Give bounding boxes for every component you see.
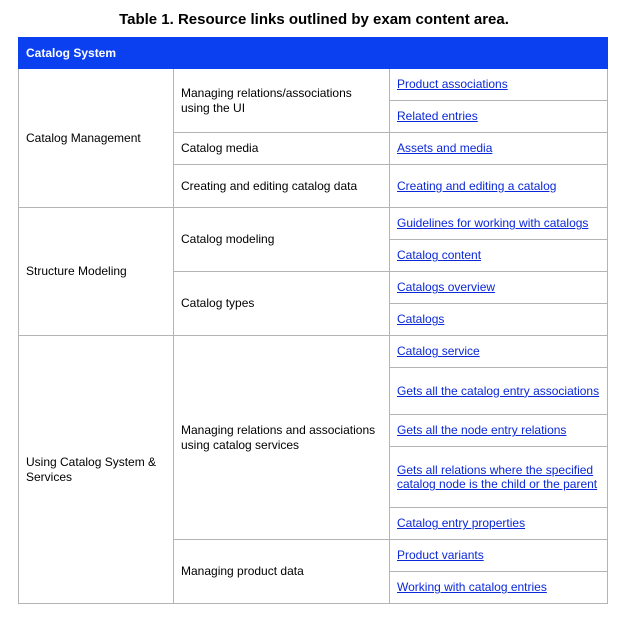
link-cell bbox=[390, 101, 608, 133]
resource-link[interactable]: Catalog entry properties bbox=[397, 516, 526, 531]
resource-link[interactable]: Gets all relations where the specified catalog node is the child or the parent bbox=[397, 462, 598, 491]
resource-link[interactable]: Guidelines for working with catalogs bbox=[397, 216, 589, 231]
resource-link[interactable]: Gets all the catalog entry associations bbox=[397, 383, 600, 398]
link-cell bbox=[390, 572, 608, 604]
resource-link[interactable]: Product associations bbox=[397, 77, 508, 92]
link-cell bbox=[390, 447, 608, 508]
topic-cell: Managing relations/associations using the UI bbox=[174, 69, 390, 133]
link-cell bbox=[390, 69, 608, 101]
topic-cell: Catalog types bbox=[174, 272, 390, 336]
resource-link[interactable]: Related entries bbox=[397, 109, 478, 124]
link-cell bbox=[390, 208, 608, 240]
topic-cell: Catalog media bbox=[174, 133, 390, 165]
area-cell: Using Catalog System & Services bbox=[19, 336, 174, 604]
resource-links-table bbox=[18, 37, 608, 604]
area-cell: Structure Modeling bbox=[19, 208, 174, 336]
link-cell bbox=[390, 133, 608, 165]
table-caption: Table 1. Resource links outlined by exam content area. bbox=[119, 11, 509, 28]
resource-link[interactable]: Catalog service bbox=[397, 344, 480, 359]
link-cell bbox=[390, 336, 608, 368]
link-cell bbox=[390, 508, 608, 540]
link-cell bbox=[390, 415, 608, 447]
resource-link[interactable]: Catalog content bbox=[397, 248, 482, 263]
table-header: Catalog System bbox=[19, 38, 608, 69]
resource-link[interactable]: Catalogs bbox=[397, 312, 445, 327]
area-cell: Catalog Management bbox=[19, 69, 174, 208]
resource-link[interactable]: Assets and media bbox=[397, 141, 493, 156]
resource-link[interactable]: Product variants bbox=[397, 548, 484, 563]
link-cell bbox=[390, 165, 608, 208]
resource-link[interactable]: Catalogs overview bbox=[397, 280, 496, 295]
topic-cell: Managing relations and associations using catalog services bbox=[174, 336, 390, 540]
link-cell bbox=[390, 304, 608, 336]
link-cell bbox=[390, 540, 608, 572]
resource-link[interactable]: Working with catalog entries bbox=[397, 580, 547, 595]
link-cell bbox=[390, 272, 608, 304]
topic-cell: Creating and editing catalog data bbox=[174, 165, 390, 208]
resource-link[interactable]: Creating and editing a catalog bbox=[397, 178, 557, 193]
link-cell bbox=[390, 240, 608, 272]
link-cell bbox=[390, 368, 608, 415]
topic-cell: Catalog modeling bbox=[174, 208, 390, 272]
resource-link[interactable]: Gets all the node entry relations bbox=[397, 423, 567, 438]
topic-cell: Managing product data bbox=[174, 540, 390, 604]
